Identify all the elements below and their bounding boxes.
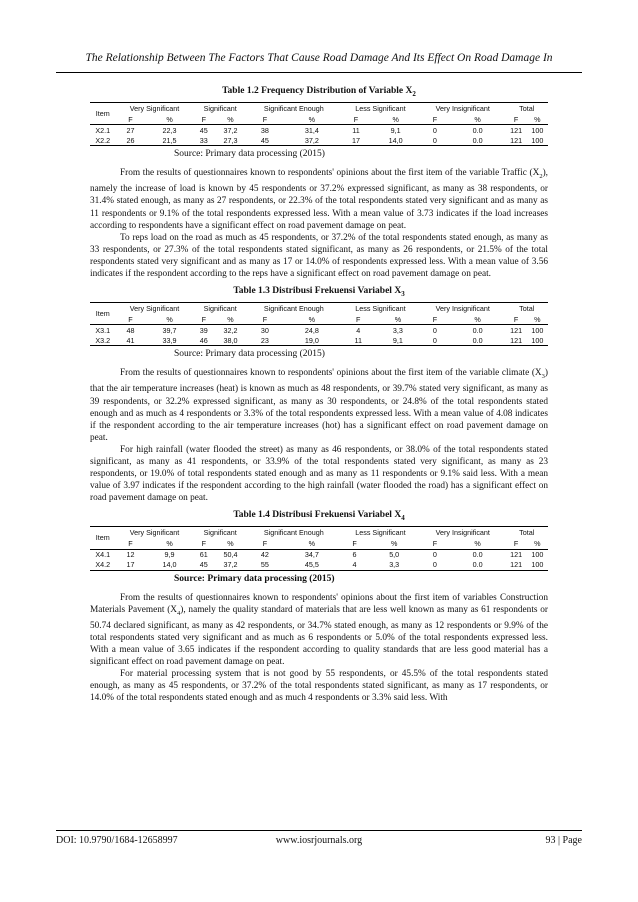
table-cell: 33 — [199, 135, 208, 145]
table-row — [90, 335, 548, 346]
column-header-frequency: F — [505, 539, 526, 550]
column-header-frequency: F — [341, 114, 372, 125]
table-cell: 100 — [531, 325, 544, 335]
table-cell: 17 — [352, 135, 360, 145]
table-cell: 38,0 — [223, 335, 238, 345]
table-cell: 14,0 — [388, 135, 403, 145]
table-cell: 9,1 — [392, 335, 403, 345]
table-cell: 21,5 — [162, 135, 177, 145]
table-cell: 22,3 — [162, 125, 177, 135]
paragraph: From the results of questionnaires known to respondents' opinions about the first item of the variable Traffic $(X_2)$, namely the increase of load is known by 45 respondents or 37.2% expressed significant, as many as 38 respondents, or 31.4% stated enough, as many as 27 respondents, or 22.3% of the total respondents stated very significant and as many as 11 respondents or 9.1% of the total respondents expressed less. With a mean value of 3.73 indicates if the load increases according to respondents have a significant effect on road pavement damage on peat. — [90, 168, 548, 231]
column-header-percent: % — [283, 539, 341, 550]
column-header-group: Total — [519, 103, 535, 113]
table-1-2-caption: Table 1.2 Frequency Distribution of Variable $X_2$ — [222, 86, 416, 98]
column-header-group: Total — [519, 303, 535, 313]
table-cell: 31,4 — [304, 125, 319, 135]
column-header-percent: % — [145, 539, 193, 550]
column-header-frequency: F — [194, 114, 214, 125]
item-code-cell: X3.1 — [95, 325, 111, 335]
column-header-group: Significant — [203, 303, 237, 313]
table-cell: 121 — [510, 550, 523, 560]
table-cell: 0.0 — [472, 560, 483, 570]
table-cell: 37,2 — [304, 135, 319, 145]
column-header-group: Significant — [203, 528, 237, 538]
table-cell: 19,0 — [304, 335, 319, 345]
column-header-group: Significant Enough — [263, 528, 324, 538]
table-row — [90, 125, 548, 136]
column-header-percent: % — [527, 539, 548, 550]
table-cell: 6 — [352, 550, 357, 560]
running-header: The Relationship Between The Factors That Cause Road Damage And Its Effect On Road Damage In — [56, 44, 582, 73]
table-cell: 121 — [510, 325, 523, 335]
table-1-3-source: Source: Primary data processing (2015) — [174, 349, 325, 360]
table-cell: 42 — [260, 550, 269, 560]
table-cell: 45 — [260, 135, 269, 145]
table-cell: 0.0 — [472, 550, 483, 560]
column-header-group: Very Insignificant — [435, 528, 490, 538]
table-cell: 33,9 — [162, 335, 177, 345]
table-cell: 3,3 — [392, 325, 403, 335]
table-cell: 0 — [432, 335, 437, 345]
column-header-group: Very Significant — [129, 528, 180, 538]
column-header-group: Very Insignificant — [435, 103, 490, 113]
table-cell: 14,0 — [162, 560, 177, 570]
column-header-percent: % — [283, 314, 341, 325]
table-cell: 32,2 — [223, 325, 238, 335]
column-header-item: Item — [90, 102, 115, 125]
paragraph: From the results of questionnaires known to respondents' opinions about the first item of the variable climate $(X_3)$ that the air temperature increases (heat) is known as much as 48 respondents, or 39.7% stated very significant, as many as 39 respondents, or 32.2% expressed significant, as many as 30 respondents, or 24.8% of the total respondents stated enough and as much as 4 respondents or 3.3% of the total respondents expressed less. With a mean value of 4.08 indicates if the respondent according to the air temperature increases (hot) has a significant effect on road pavement damage on peat. — [90, 368, 548, 443]
column-header-frequency: F — [194, 539, 214, 550]
table-cell: 34,7 — [304, 550, 319, 560]
journal-site: www.iosrjournals.org — [275, 835, 363, 846]
table-cell: 9,1 — [390, 125, 401, 135]
table-cell: 50,4 — [223, 550, 238, 560]
column-header-frequency: F — [247, 314, 283, 325]
table-1-2-source: Source: Primary data processing (2015) — [174, 149, 325, 160]
table-cell: 0.0 — [472, 125, 483, 135]
column-header-percent: % — [214, 114, 247, 125]
column-header-percent: % — [283, 114, 341, 125]
table-cell: 39,7 — [162, 325, 177, 335]
column-header-group: Less Significant — [355, 528, 406, 538]
column-header-percent: % — [368, 539, 420, 550]
table-cell: 17 — [126, 560, 135, 570]
table-cell: 37,2 — [223, 125, 238, 135]
item-code-cell: X2.1 — [95, 125, 111, 135]
column-header-percent: % — [450, 539, 506, 550]
column-header-frequency: F — [115, 114, 145, 125]
column-header-group: Less Significant — [355, 103, 406, 113]
table-cell: 0 — [432, 560, 437, 570]
table-cell: 45 — [199, 560, 208, 570]
table-cell: 5,0 — [389, 550, 400, 560]
table-cell: 3,3 — [389, 560, 400, 570]
page-number: 93 | Page — [545, 835, 582, 846]
item-code-cell: X3.2 — [95, 335, 111, 345]
table-cell: 11 — [354, 335, 362, 345]
table-cell: 121 — [510, 560, 523, 570]
table-cell: 121 — [510, 135, 523, 145]
table-cell: 0 — [432, 125, 437, 135]
column-header-percent: % — [371, 114, 420, 125]
table-cell: 4 — [356, 325, 361, 335]
table-cell: 0 — [432, 325, 437, 335]
page-footer — [56, 830, 582, 851]
table-cell: 39 — [199, 325, 208, 335]
column-header-percent: % — [527, 114, 548, 125]
paragraph: For material processing system that is not good by 55 respondents, or 45.5% of the total respondents stated enough, as many as 45 respondents, or 37.2% of the total respondents stated significant, as many as 17 respondents, or 14.0% of the total respondents stated enough and as much 4 respondents or 3.3% said less. With — [90, 669, 548, 704]
table-cell: 9,9 — [164, 550, 175, 560]
table-cell: 24,8 — [304, 325, 319, 335]
table-cell: 27,3 — [223, 135, 238, 145]
column-header-percent: % — [214, 539, 247, 550]
table-cell: 27 — [126, 125, 135, 135]
column-header-group: Significant Enough — [263, 303, 324, 313]
column-header-percent: % — [214, 314, 247, 325]
table-cell: 100 — [531, 560, 544, 570]
table-cell: 100 — [531, 335, 544, 345]
column-header-percent: % — [527, 314, 548, 325]
table-cell: 0.0 — [472, 325, 483, 335]
item-code-cell: X4.1 — [95, 550, 111, 560]
column-header-group: Very Significant — [129, 103, 180, 113]
table-cell: 46 — [199, 335, 208, 345]
column-header-frequency: F — [341, 314, 376, 325]
column-header-percent: % — [145, 114, 193, 125]
table-cell: 0 — [432, 135, 437, 145]
column-header-item: Item — [90, 302, 115, 325]
column-header-percent: % — [145, 314, 193, 325]
table-cell: 0.0 — [472, 135, 483, 145]
table-cell: 100 — [531, 125, 544, 135]
paragraph: To reps load on the road as much as 45 respondents, or 37.2% of the total respondents stated enough, as many as 33 respondents, or 27.3% of the total respondents stated significant, as many as 26 respondents, or 21.5% of the total respondents stated very significant and as many as 17 or 14.0% of respondents expressed less. With a mean value of 3.56 indicates if the respondent according to the reps have a significant effect on road pavement damage on peat. — [90, 232, 548, 279]
table-1-3-caption: Table 1.3 Distribusi Frekuensi Variabel $X_3$ — [233, 286, 405, 298]
table-cell: 41 — [126, 335, 135, 345]
paragraph: From the results of questionnaires known to respondents' opinions about the first item of variables Construction Materials Pavement $(X_4)$, namely the quality standard of materials that are less well known as many as 61 respondents or 50.74 declared significant, as many as 42 respondents, or 34.7% stated enough, as many as 12 respondents or 9.9% of the total respondents stated very significant and as much as 6 respondents or 5.0% of the total respondents expressed less. With a mean value of 3.65 indicates if the respondent according to quality standards that are less good material has a significant effect on road pavement damage on peat. — [90, 592, 548, 668]
table-cell: 45,5 — [304, 560, 319, 570]
table-1-4-source: Source: Primary data processing (2015) — [174, 573, 335, 584]
table-cell: 121 — [510, 335, 523, 345]
table-1-4-caption: Table 1.4 Distribusi Frekuensi Variabel $X_4$ — [233, 510, 405, 523]
table-row — [90, 560, 548, 571]
column-header-frequency: F — [420, 314, 450, 325]
table-1-3 — [90, 302, 548, 347]
column-header-percent: % — [376, 314, 420, 325]
table-1-4 — [90, 526, 548, 571]
table-cell: 48 — [126, 325, 135, 335]
column-header-percent: % — [450, 314, 506, 325]
column-header-group: Significant — [203, 103, 237, 113]
table-cell: 0.0 — [472, 335, 483, 345]
table-cell: 121 — [510, 125, 523, 135]
column-header-frequency: F — [247, 539, 283, 550]
column-header-group: Very Significant — [129, 303, 180, 313]
table-cell: 11 — [352, 125, 360, 135]
table-cell: 30 — [260, 325, 269, 335]
table-cell: 26 — [126, 135, 135, 145]
doi-text: DOI: 10.9790/1684-12658997 — [56, 835, 178, 846]
column-header-frequency: F — [341, 539, 369, 550]
column-header-group: Significant Enough — [263, 103, 324, 113]
column-header-frequency: F — [115, 539, 145, 550]
column-header-frequency: F — [194, 314, 214, 325]
column-header-percent: % — [450, 114, 506, 125]
table-cell: 100 — [531, 550, 544, 560]
paragraph: For high rainfall (water flooded the street) as many as 46 respondents, or 38.0% of the total respondents stated significant, as many as 41 respondents, or 33.9% of the total respondents stated very significant, as many as 23 respondents, or 19.0% of total respondents stated enough and as many as 11 respondents or 9.1% said less. With a mean value of 3.97 indicates if the respondent according to the high rainfall (water flooded the road) has a significant effect on road pavement damage on peat. — [90, 444, 548, 504]
table-cell: 55 — [260, 560, 269, 570]
column-header-frequency: F — [505, 114, 526, 125]
item-code-cell: X2.2 — [95, 135, 111, 145]
table-cell: 38 — [260, 125, 269, 135]
table-cell: 100 — [531, 135, 544, 145]
table-row — [90, 325, 548, 336]
table-cell: 45 — [199, 125, 208, 135]
table-row — [90, 135, 548, 146]
column-header-frequency: F — [420, 539, 450, 550]
page-body — [90, 80, 548, 704]
column-header-item: Item — [90, 527, 115, 550]
item-code-cell: X4.2 — [95, 560, 111, 570]
column-header-frequency: F — [115, 314, 145, 325]
table-1-2 — [90, 102, 548, 147]
table-cell: 4 — [352, 560, 357, 570]
table-cell: 12 — [126, 550, 135, 560]
column-header-group: Less Significant — [355, 303, 406, 313]
table-cell: 61 — [199, 550, 208, 560]
column-header-frequency: F — [420, 114, 450, 125]
column-header-frequency: F — [505, 314, 526, 325]
table-cell: 23 — [260, 335, 269, 345]
column-header-group: Very Insignificant — [435, 303, 490, 313]
table-cell: 37,2 — [223, 560, 238, 570]
column-header-frequency: F — [247, 114, 283, 125]
table-row — [90, 549, 548, 560]
column-header-group: Total — [519, 528, 535, 538]
table-cell: 0 — [432, 550, 437, 560]
